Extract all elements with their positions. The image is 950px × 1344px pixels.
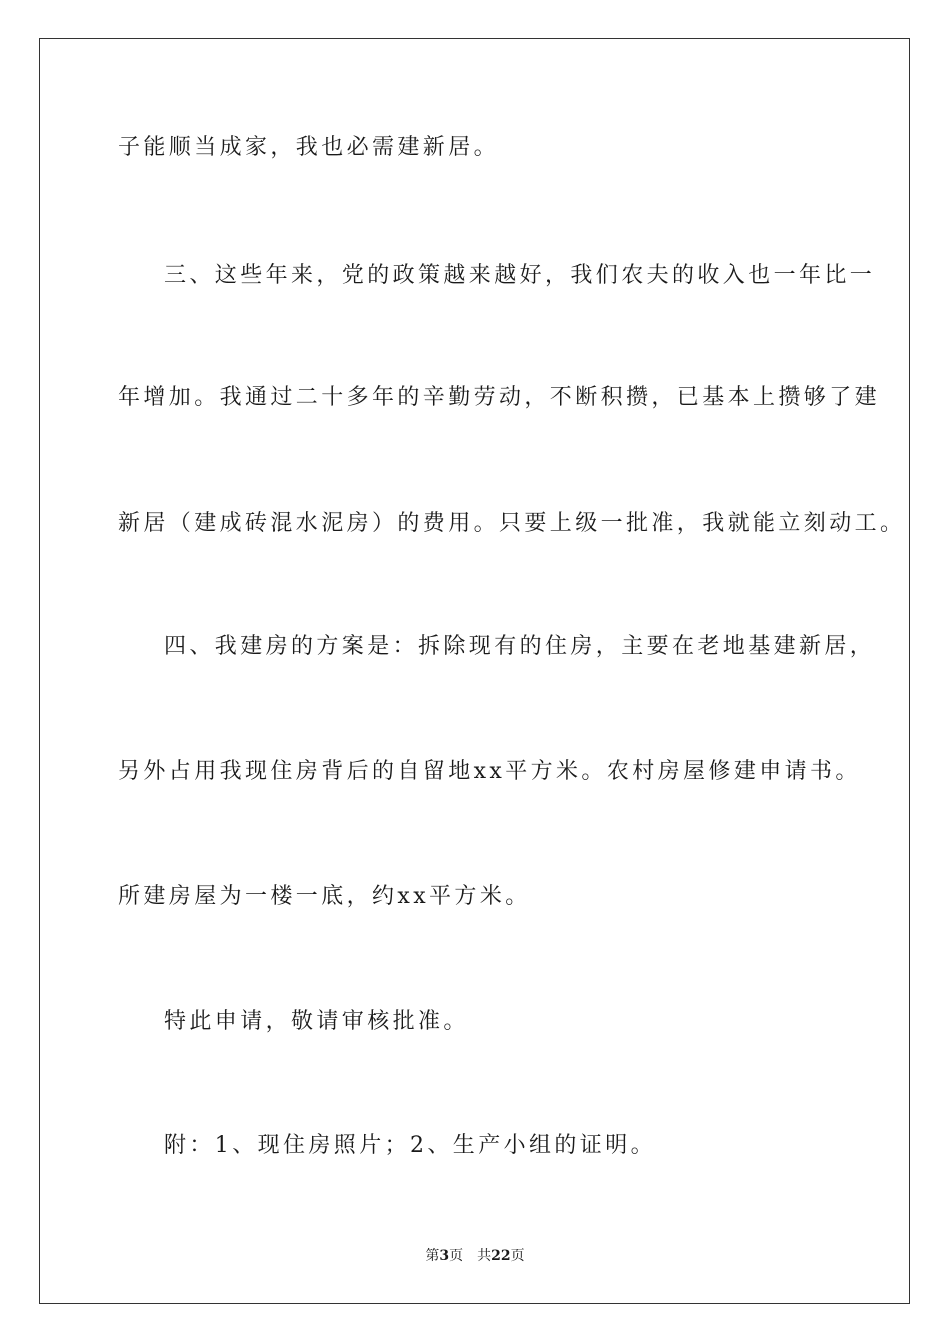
page-border bbox=[39, 38, 910, 1304]
paragraph-line: 四、我建房的方案是：拆除现有的住房，主要在老地基建新居， bbox=[164, 634, 876, 659]
paragraph-line: 三、这些年来，党的政策越来越好，我们农夫的收入也一年比一 bbox=[164, 263, 876, 288]
paragraph-line: 特此申请，敬请审核批准。 bbox=[164, 1009, 469, 1034]
paragraph-line: 所建房屋为一楼一底，约xx平方米。 bbox=[118, 884, 531, 909]
page-unit: 页 bbox=[449, 1248, 464, 1264]
total-prefix: 共 bbox=[477, 1248, 492, 1264]
paragraph-line: 附：1、现住房照片；2、生产小组的证明。 bbox=[164, 1133, 656, 1158]
paragraph-line: 另外占用我现住房背后的自留地xx平方米。农村房屋修建申请书。 bbox=[118, 759, 861, 784]
current-page-number: 3 bbox=[439, 1248, 450, 1264]
paragraph-line: 子能顺当成家，我也必需建新居。 bbox=[118, 135, 500, 160]
page-footer bbox=[0, 1246, 950, 1266]
total-unit: 页 bbox=[510, 1248, 525, 1264]
paragraph-line: 新居（建成砖混水泥房）的费用。只要上级一批准，我就能立刻动工。 bbox=[118, 511, 906, 536]
total-page-count: 22 bbox=[491, 1248, 511, 1264]
page-prefix: 第 bbox=[425, 1248, 440, 1264]
paragraph-line: 年增加。我通过二十多年的辛勤劳动，不断积攒，已基本上攒够了建 bbox=[118, 385, 881, 410]
